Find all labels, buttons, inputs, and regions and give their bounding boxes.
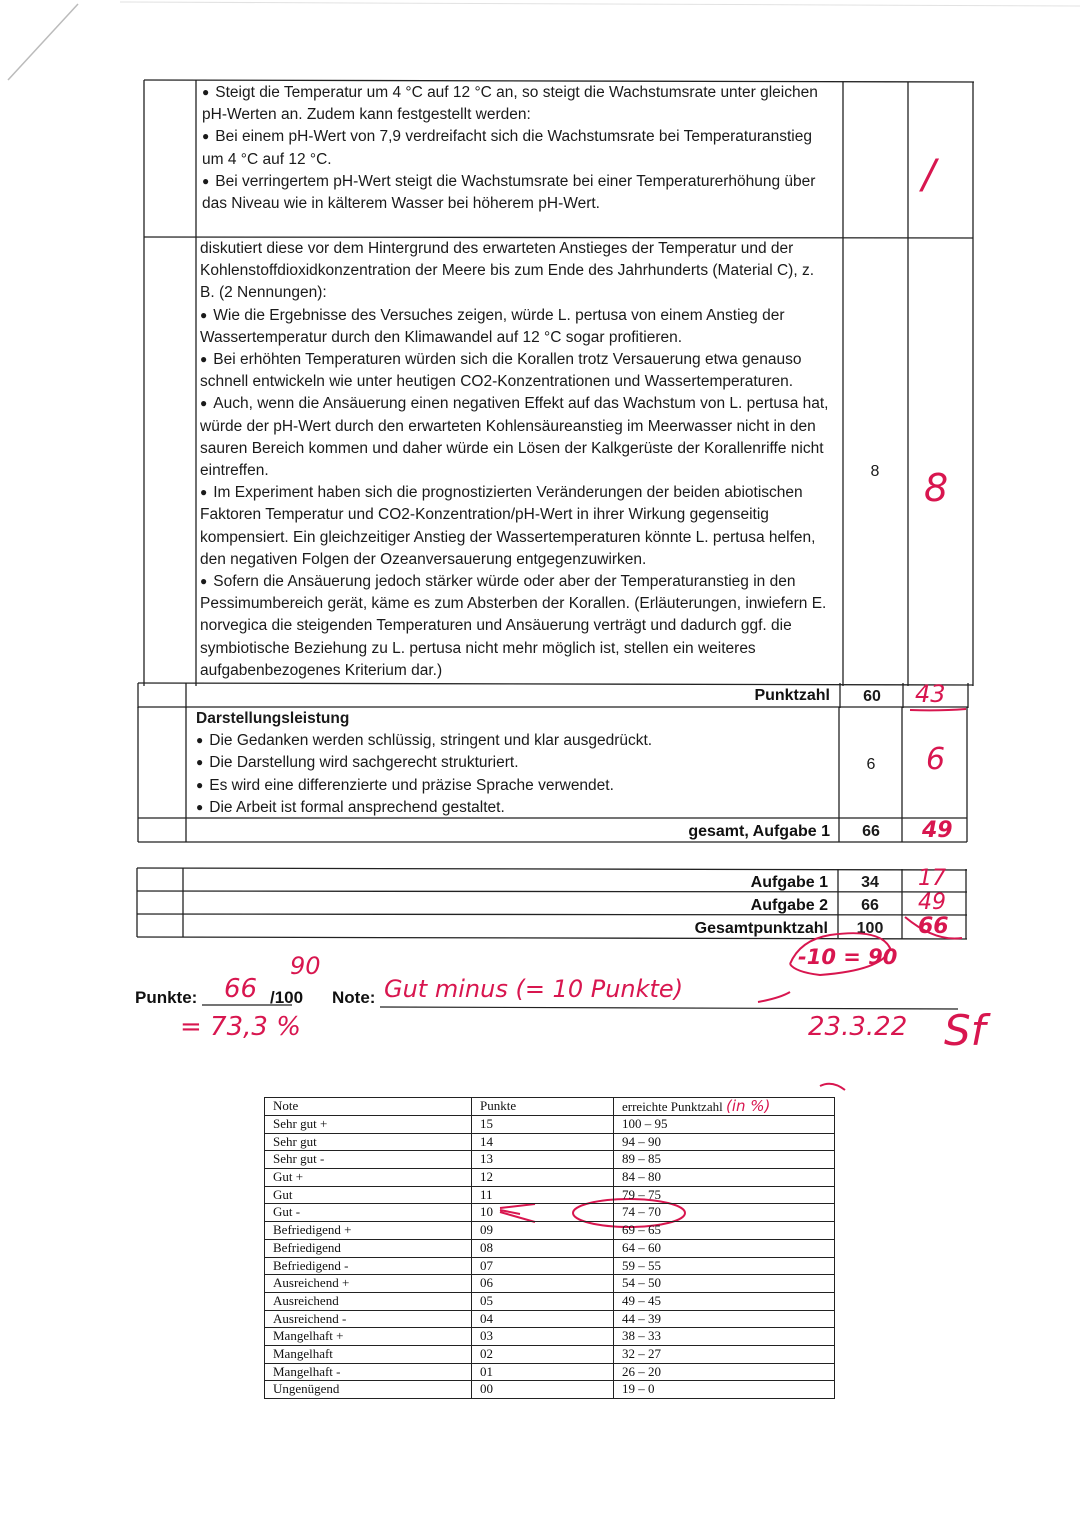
punkte-label: Punkte: <box>135 988 198 1007</box>
criterion-bullet: ● Sofern die Ansäuerung jedoch stärker würde oder aber der Temperaturanstieg in den Pessimumbereich gerät, käme es zum Absterben der Korallen. (Erläuterungen, inwiefern E. norvegica die steigenden Temperaturen und Ansäuerung verträgt und dadurch ggf. die symbiotische Beziehung zu L. pertusa nicht mehr möglich ist, stellen ein weiteres aufgabenbezogenes Kriterium dar.) <box>200 571 832 682</box>
table-cell: 02 <box>472 1345 614 1363</box>
table-row <box>265 1116 835 1134</box>
header-handnote: (in %) <box>725 1097 771 1115</box>
table-row <box>265 1186 835 1204</box>
darstellung-block <box>196 708 836 819</box>
table-row <box>265 1222 835 1240</box>
table-row <box>265 1257 835 1275</box>
criterion-bullet: ● Bei verringertem pH-Wert steigt die Wachstumsrate bei einer Temperaturerhöhung über das Niveau wie in kälterem Wasser bei höherem pH-Wert. <box>202 171 832 215</box>
table-cell: 15 <box>472 1116 614 1134</box>
table-cell: 00 <box>472 1381 614 1399</box>
criterion-bullet: ● Im Experiment haben sich die prognostizierten Veränderungen der beiden abiotischen Faktoren Temperatur und CO2-Konzentration/pH-Wert in ihrer Wirkung gegenseitig kompensiert. Ein gleichzeitiger Anstieg der Wassertemperaturen könnte L. pertusa helfen, den negativen Folgen der Ozeanversauerung entgegenzuwirken. <box>200 482 832 571</box>
table-cell: 79 – 75 <box>614 1186 835 1204</box>
darstellung-title: Darstellungsleistung <box>196 710 350 727</box>
table-cell: Ausreichend <box>265 1292 472 1310</box>
darstellung-max: 6 <box>866 756 876 773</box>
darstellung-awarded: 6 <box>926 742 946 777</box>
table-row <box>265 1328 835 1346</box>
grading-scale-table <box>264 1097 835 1399</box>
summary-awarded: 66 <box>918 914 949 939</box>
darstellung-bullet: ● Es wird eine differenzierte und präzise Sprache verwendet. <box>196 775 836 797</box>
table-cell: 38 – 33 <box>614 1328 835 1346</box>
table-cell: 19 – 0 <box>614 1381 835 1399</box>
table-cell: 07 <box>472 1257 614 1275</box>
awarded-points: 8 <box>924 466 949 510</box>
table-cell: Befriedigend <box>265 1239 472 1257</box>
summary-label: Aufgabe 2 <box>750 897 828 914</box>
table-row <box>265 1292 835 1310</box>
summary-awarded: 49 <box>918 890 946 915</box>
table-cell: 06 <box>472 1275 614 1293</box>
gesamt-aufgabe1-max: 66 <box>862 823 880 840</box>
date: 23.3.22 <box>808 1012 908 1042</box>
table-cell: 44 – 39 <box>614 1310 835 1328</box>
table-cell: Ausreichend + <box>265 1275 472 1293</box>
note-label: Note: <box>332 988 376 1007</box>
summary-label: Gesamtpunktzahl <box>694 920 828 937</box>
punkte-of: /100 <box>270 988 304 1007</box>
table-header <box>614 1098 835 1116</box>
summary-max: 100 <box>856 920 884 937</box>
table-cell: 08 <box>472 1239 614 1257</box>
table-header: Punkte <box>472 1098 614 1116</box>
table-cell: 64 – 60 <box>614 1239 835 1257</box>
table-cell: 54 – 50 <box>614 1275 835 1293</box>
table-cell: 49 – 45 <box>614 1292 835 1310</box>
punktzahl-max: 60 <box>863 688 881 705</box>
table-cell: Gut <box>265 1186 472 1204</box>
darstellung-bullet: ● Die Gedanken werden schlüssig, stringent und klar ausgedrückt. <box>196 730 836 752</box>
correction-note: -10 = 90 <box>798 945 898 969</box>
summary-max: 66 <box>861 897 879 914</box>
table-cell: Sehr gut - <box>265 1151 472 1169</box>
table-row <box>265 1275 835 1293</box>
table-row <box>265 1310 835 1328</box>
criterion-bullet: ● Bei erhöhten Temperaturen würden sich die Korallen trotz Versauerung etwa genauso schnell entwickeln wie unter heutigen CO2-Konzentrationen und Wassertemperaturen. <box>200 349 832 393</box>
table-cell: Ausreichend - <box>265 1310 472 1328</box>
table-cell: Mangelhaft - <box>265 1363 472 1381</box>
awarded-checkmark: / <box>922 152 936 198</box>
table-cell: 04 <box>472 1310 614 1328</box>
table-cell: Mangelhaft <box>265 1345 472 1363</box>
table-cell: 12 <box>472 1169 614 1187</box>
table-cell: Sehr gut + <box>265 1116 472 1134</box>
table-cell: Befriedigend - <box>265 1257 472 1275</box>
table-cell: 74 – 70 <box>614 1204 835 1222</box>
table-cell: 89 – 85 <box>614 1151 835 1169</box>
table-cell: 59 – 55 <box>614 1257 835 1275</box>
table-cell: 84 – 80 <box>614 1169 835 1187</box>
table-cell: 03 <box>472 1328 614 1346</box>
table-header-row <box>265 1098 835 1116</box>
table-cell: 32 – 27 <box>614 1345 835 1363</box>
summary-max: 34 <box>861 874 879 891</box>
table-cell: 26 – 20 <box>614 1363 835 1381</box>
signature: Sf <box>944 1006 986 1055</box>
table-cell: 10 <box>472 1204 614 1222</box>
darstellung-bullet: ● Die Darstellung wird sachgerecht strukturiert. <box>196 752 836 774</box>
criterion-row-1 <box>202 82 832 215</box>
table-cell: 09 <box>472 1222 614 1240</box>
table-cell: Sehr gut <box>265 1133 472 1151</box>
table-cell: 69 – 65 <box>614 1222 835 1240</box>
table-cell: 100 – 95 <box>614 1116 835 1134</box>
table-row <box>265 1363 835 1381</box>
table-cell: Gut - <box>265 1204 472 1222</box>
table-cell: 01 <box>472 1363 614 1381</box>
table-cell: 94 – 90 <box>614 1133 835 1151</box>
criterion-bullet: ● Auch, wenn die Ansäuerung einen negativen Effekt auf das Wachstum von L. pertusa hat, würde der pH-Wert durch den erwarteten Kohlensäureanstieg im Meerwasser nicht in den sauren Bereich kommen und daher würde ein Lösen der Kalkgerüste der Korallenriffe nicht eintreffen. <box>200 393 832 482</box>
punkte-value: 66 <box>224 974 258 1004</box>
gesamt-aufgabe1-awarded: 49 <box>922 818 953 843</box>
table-cell: 14 <box>472 1133 614 1151</box>
table-row <box>265 1151 835 1169</box>
table-cell: 11 <box>472 1186 614 1204</box>
punktzahl-label: Punktzahl <box>754 687 830 704</box>
summary-awarded: 17 <box>918 866 946 891</box>
punktzahl-awarded: 43 <box>915 680 946 708</box>
note-value: Gut minus (= 10 Punkte) <box>384 975 684 1003</box>
table-cell: Ungenügend <box>265 1381 472 1399</box>
table-row <box>265 1133 835 1151</box>
table-header: Note <box>265 1098 472 1116</box>
table-cell: Befriedigend + <box>265 1222 472 1240</box>
darstellung-bullet: ● Die Arbeit ist formal ansprechend gestaltet. <box>196 797 836 819</box>
table-row <box>265 1345 835 1363</box>
criterion-intro: diskutiert diese vor dem Hintergrund des erwarteten Anstieges der Temperatur und der Kohlenstoffdioxidkonzentration der Meere bis zum Ende des Jahrhunderts (Material C), z. B. (2 Nennungen): <box>200 240 814 302</box>
table-cell: Gut + <box>265 1169 472 1187</box>
table-row <box>265 1381 835 1399</box>
table-cell: 05 <box>472 1292 614 1310</box>
table-row <box>265 1169 835 1187</box>
table-row <box>265 1239 835 1257</box>
summary-label: Aufgabe 1 <box>750 874 828 891</box>
table-row <box>265 1204 835 1222</box>
criterion-bullet: ● Steigt die Temperatur um 4 °C auf 12 °C an, so steigt die Wachstumsrate unter gleichen pH-Werten an. Zudem kann festgestellt werden: <box>202 82 832 126</box>
percent-value: = 73,3 % <box>180 1012 301 1042</box>
table-cell: Mangelhaft + <box>265 1328 472 1346</box>
punkte-corrected: 90 <box>290 952 321 980</box>
table-cell: 13 <box>472 1151 614 1169</box>
gesamt-aufgabe1-label: gesamt, Aufgabe 1 <box>688 823 830 840</box>
criterion-bullet: ● Wie die Ergebnisse des Versuches zeigen, würde L. pertusa von einem Anstieg der Wassertemperatur durch den Klimawandel auf 12 °C sogar profitieren. <box>200 305 832 349</box>
max-points: 8 <box>870 463 880 480</box>
table-header-label: erreichte Punktzahl <box>622 1099 723 1114</box>
criterion-bullet: ● Bei einem pH-Wert von 7,9 verdreifacht sich die Wachstumsrate bei Temperaturanstieg um 4 °C auf 12 °C. <box>202 126 832 170</box>
criterion-row-2 <box>200 238 832 682</box>
